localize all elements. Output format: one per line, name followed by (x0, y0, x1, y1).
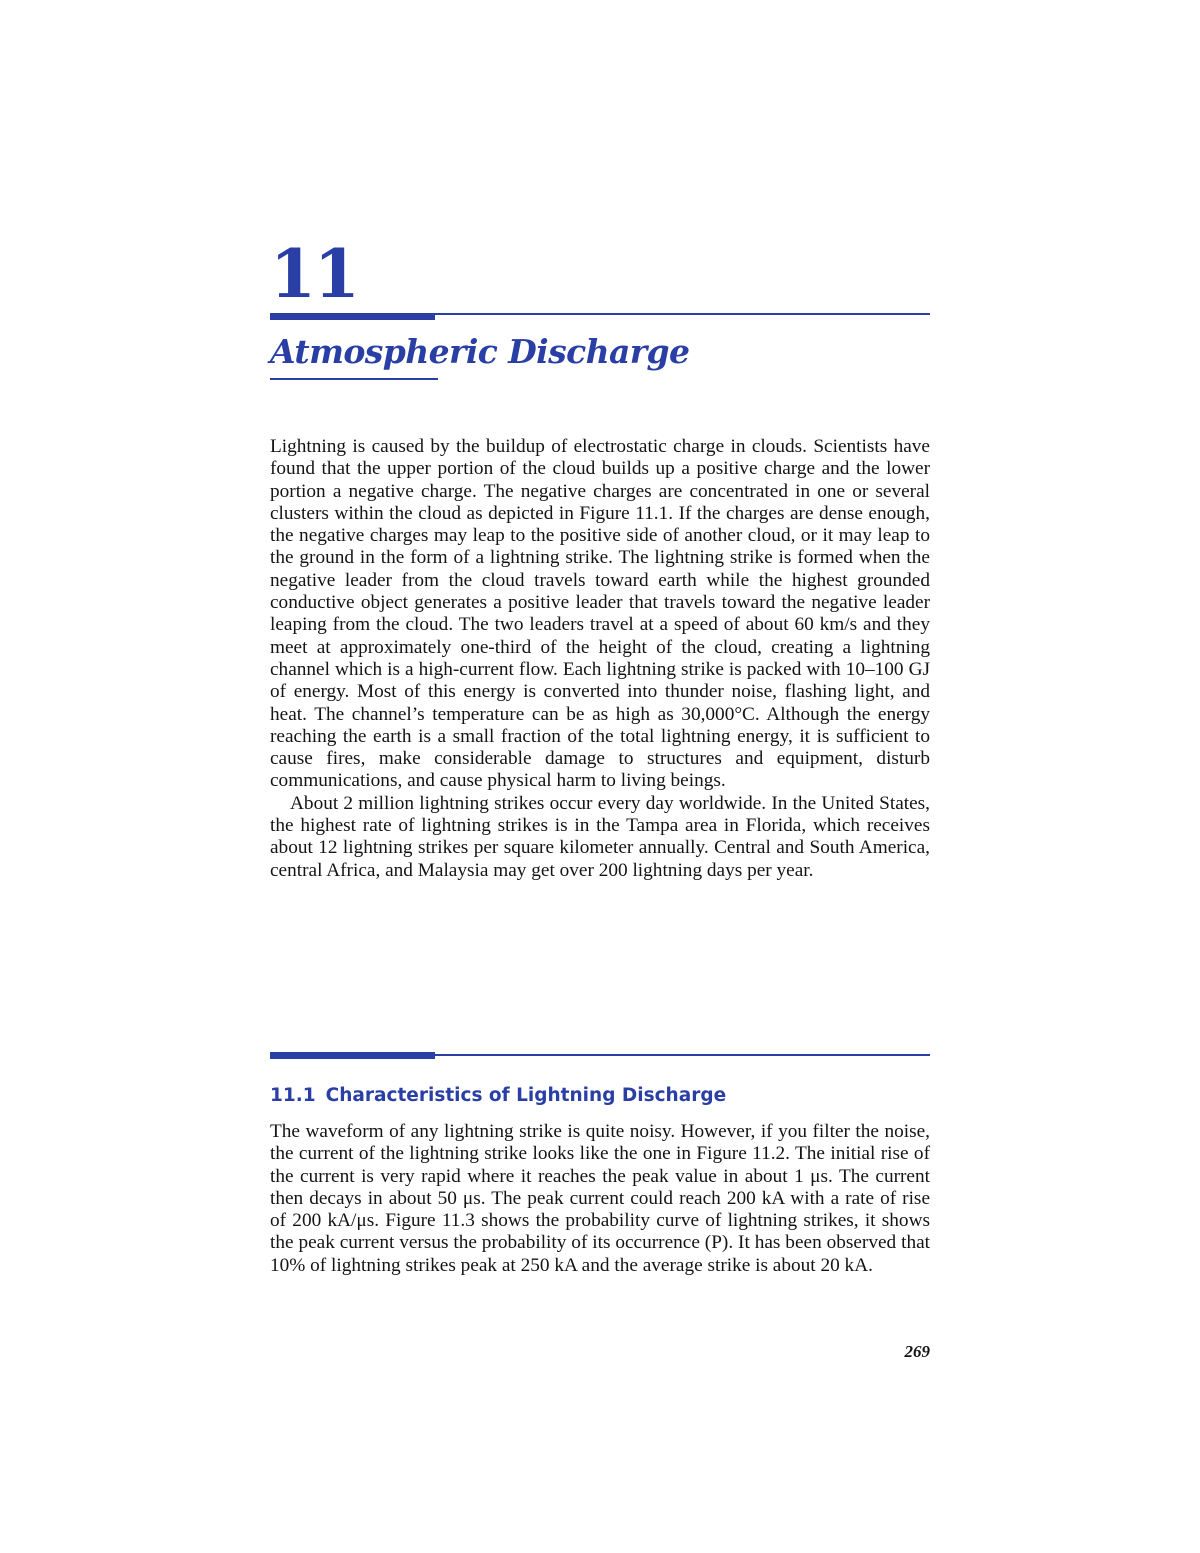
section-text (270, 1121, 930, 1277)
section-heading (270, 1083, 726, 1109)
chapter-rule (270, 313, 930, 315)
intro-paragraph-2: About 2 million lightning strikes occur every day worldwide. In the United States, the highest rate of lightning strikes is in the Tampa area in Florida, which receives about 12 lightning strikes per square kilometer annually. Central and South America, central Africa, and Malaysia may get over 200 lightning days per year. (270, 792, 930, 881)
intro-text (270, 436, 930, 882)
section-title: Characteristics of Lightning Discharge (325, 1085, 727, 1106)
section-paragraph-1: The waveform of any lightning strike is quite noisy. However, if you filter the noise, the current of the lightning strike looks like the one in Figure 11.2. The initial rise of the current is very rapid where it reaches the peak value in about 1 μs. The current then decays in about 50 μs. The peak current could reach 200 kA with a rate of rise of 200 kA/μs. Figure 11.3 shows the probability curve of lightning strikes, it shows the peak current versus the probability of its occurrence (P). It has been observed that 10% of lightning strikes peak at 250 kA and the average strike is about 20 kA. (270, 1121, 930, 1276)
chapter-title: Atmospheric Discharge (270, 332, 690, 371)
intro-paragraph-1: Lightning is caused by the buildup of electrostatic charge in clouds. Scientists have found that the upper portion of the cloud builds up a positive charge and the lower portion a negative charge. The negative charges are concentrated in one or several clusters within the cloud as depicted in Figure 11.1. If the charges are dense enough, the negative charges may leap to the positive side of another cloud, or it may leap to the ground in the form of a lightning strike. The lightning strike is formed when the negative leader from the cloud travels toward earth while the highest grounded conductive object generates a positive leader that travels toward the negative leader leaping from the cloud. The two leaders travel at a speed of about 60 km/s and they meet at approximately one-third of the height of the cloud, creating a lightning channel which is a high-current flow. Each lightning strike is packed with 10–100 GJ of energy. Most of this energy is converted into thunder noise, flashing light, and heat. The channel’s temperature can be as high as 30,000°C. Although the energy reaching the earth is a small fraction of the total lightning energy, it is sufficient to cause fires, make considerable damage to structures and equipment, disturb communications, and cause physical harm to living beings. (270, 436, 930, 792)
section-number: 11.1 (270, 1085, 316, 1106)
chapter-title-underline (270, 378, 438, 380)
chapter-number: 11 (270, 235, 358, 313)
section-rule (270, 1054, 930, 1056)
page-number: 269 (904, 1342, 930, 1361)
